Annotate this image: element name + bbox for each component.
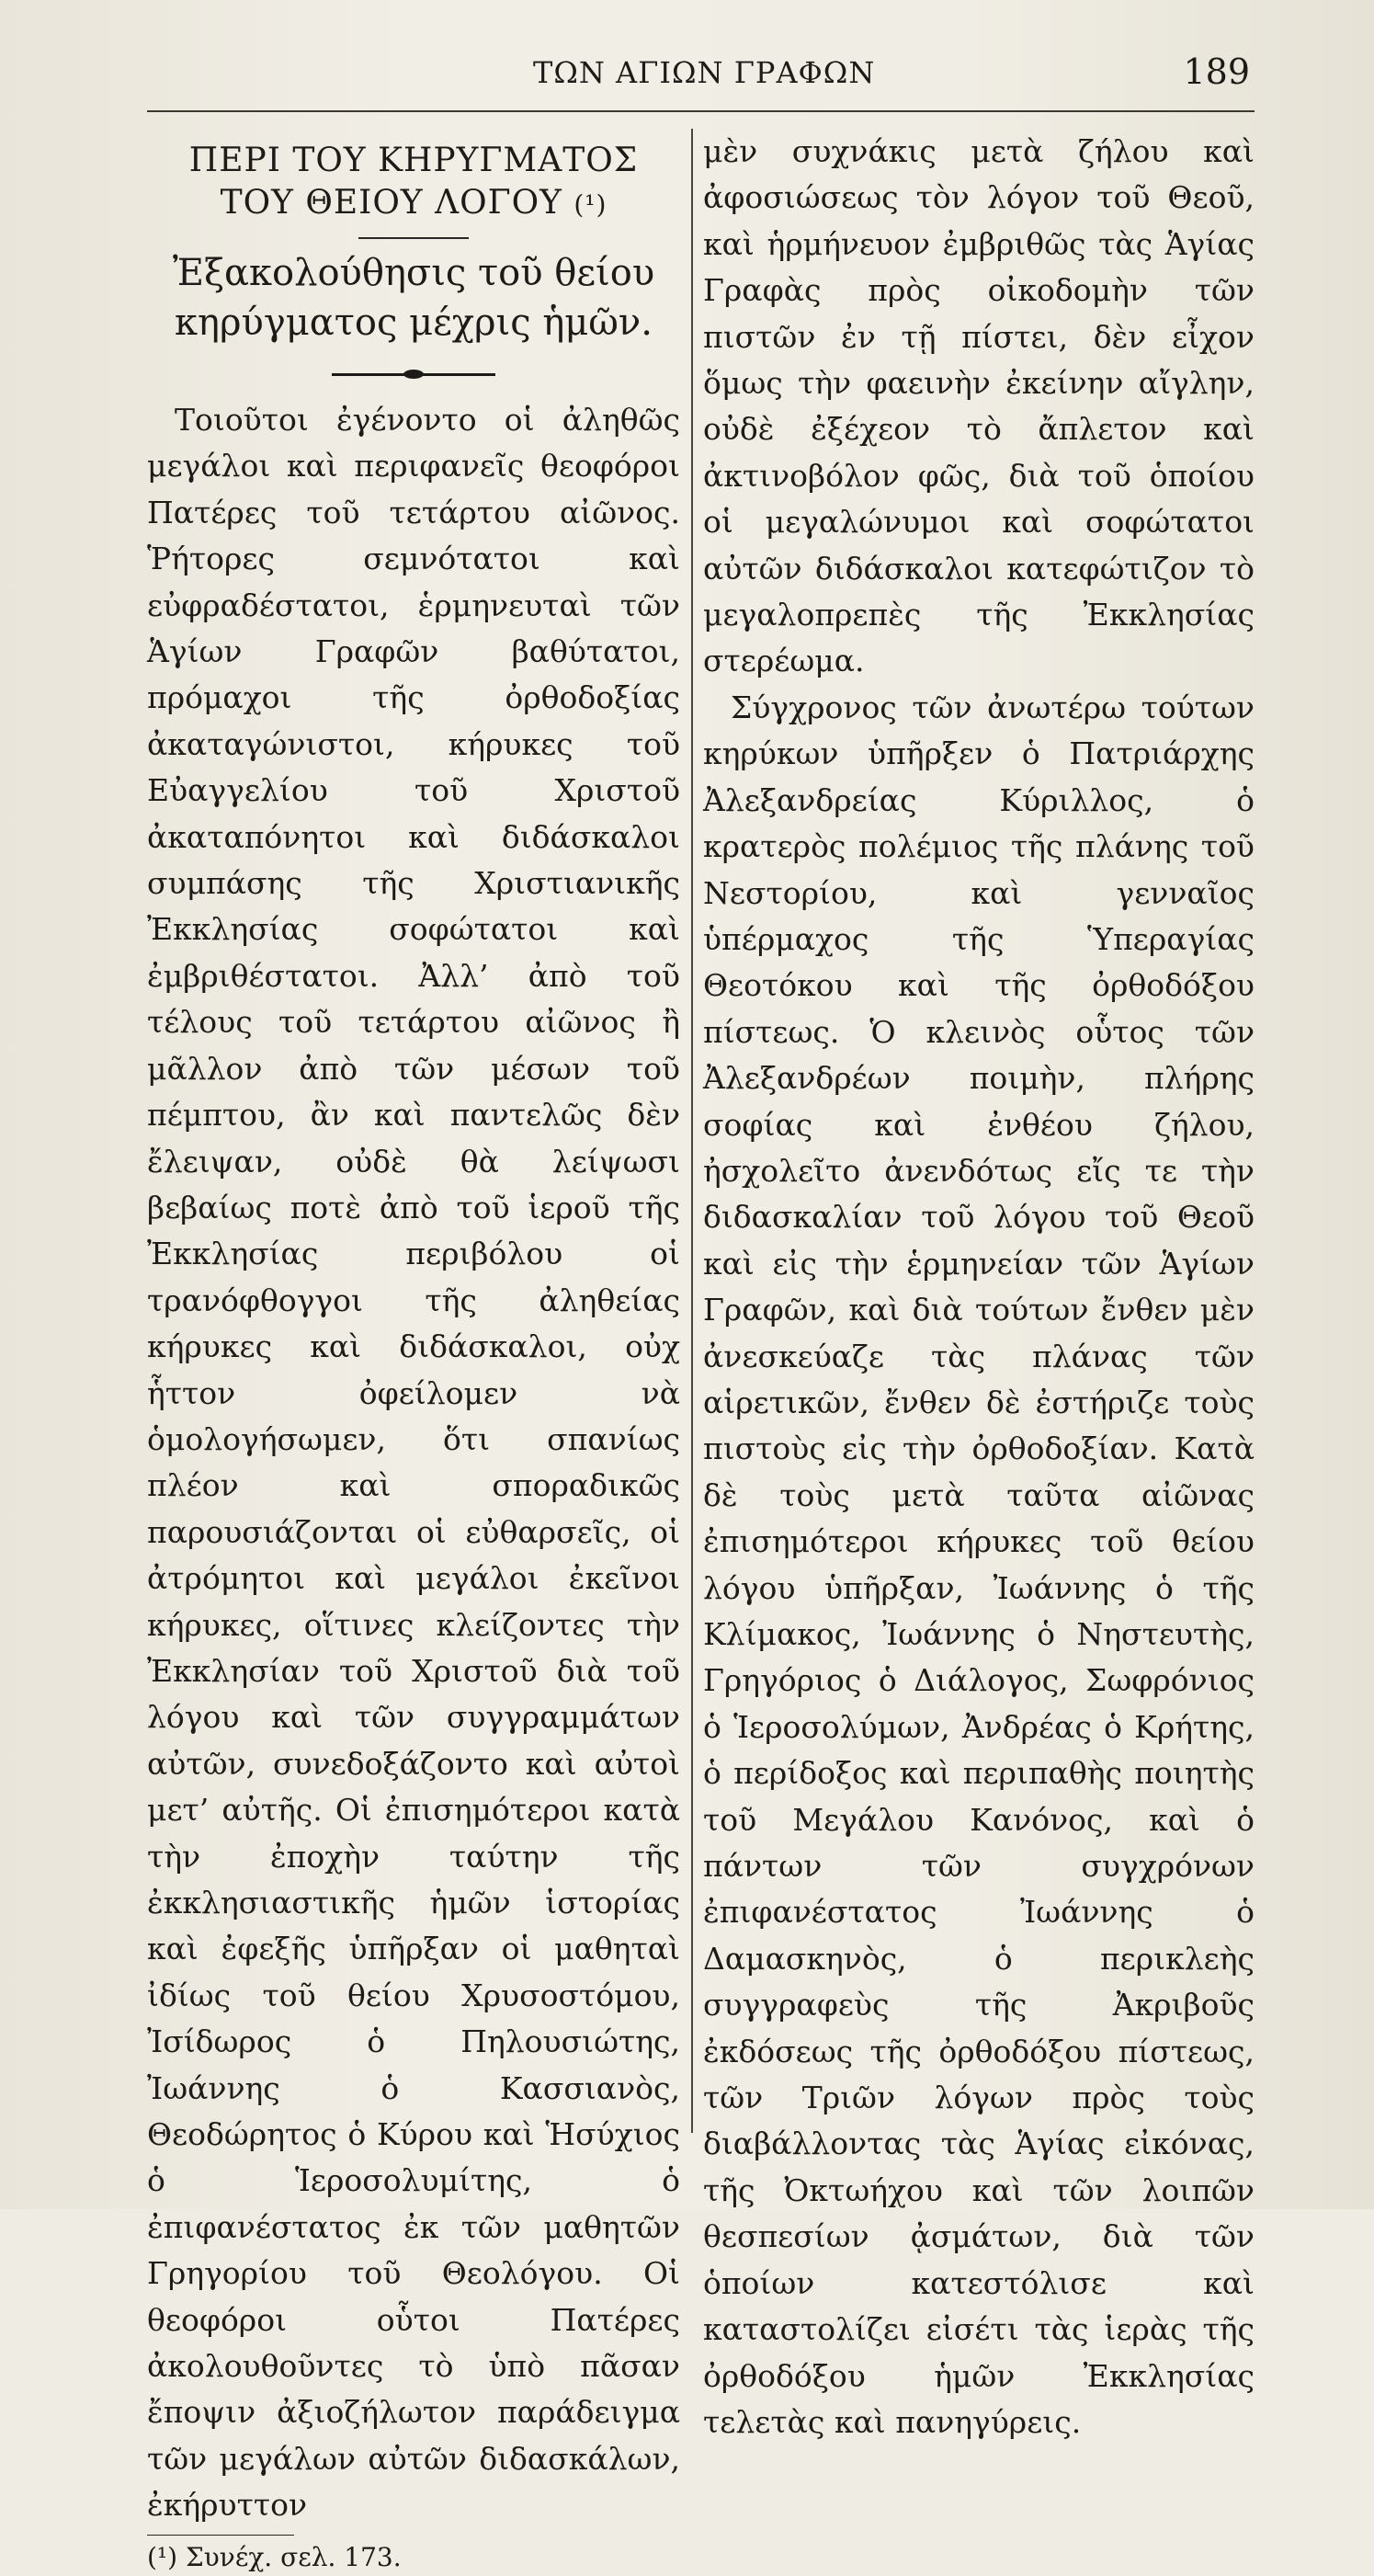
right-column [703, 129, 1255, 2445]
left-column [147, 129, 680, 2576]
article-title [147, 140, 680, 226]
column-divider [691, 129, 693, 2133]
title-rule [358, 237, 469, 239]
title-line-1: ΠΕΡΙ ΤΟΥ ΚΗΡΥΓΜΑΤΟΣ [188, 142, 639, 179]
footnote: (¹) Συνέχ. σελ. 173. [147, 2541, 402, 2572]
page-header [147, 48, 1250, 103]
title-footnote-mark: (¹) [573, 189, 608, 220]
ornament-divider [147, 355, 680, 392]
page-number: 189 [1183, 51, 1250, 92]
title-line-2: ΤΟΥ ΘΕΙΟΥ ΛΟΓΟΥ [220, 184, 562, 222]
header-rule [147, 110, 1255, 112]
section-subtitle: Ἐξακολούθησις τοῦ θείου κηρύγματος μέχρις ἡμῶν. [172, 252, 655, 344]
running-head: ΤΩΝ ΑΓΙΩΝ ΓΡΑΦΩΝ [533, 55, 876, 90]
right-paragraph-2: Σύγχρονος τῶν ἀνωτέρω τούτων κηρύκων ὑπῆρξεν ὁ Πατριάρχης Ἀλεξανδρείας Κύριλλος, ὁ κρατερὸς πολέμιος τῆς πλάνης τοῦ Νεστορίου, καὶ γενναῖος ὑπέρμαχος τῆς Ὑπεραγίας Θεοτόκου καὶ τῆς ὀρθοδόξου πίστεως. Ὁ κλεινὸς οὗτος τῶν Ἀλεξανδρέων ποιμὴν, πλήρης σοφίας καὶ ἐνθέου ζήλου, ἠσχολεῖτο ἀνενδότως εἴς τε τὴν διδασκαλίαν τοῦ λόγου τοῦ Θεοῦ καὶ εἰς τὴν ἑρμηνείαν τῶν Ἁγίων Γραφῶν, καὶ διὰ τούτων ἔνθεν μὲν ἀνεσκεύαζε τὰς πλάνας τῶν αἱρετικῶν, ἔνθεν δὲ ἐστήριζε τοὺς πιστοὺς εἰς τὴν ὀρθοδοξίαν. Κατὰ δὲ τοὺς μετὰ ταῦτα αἰῶνας ἐπισημότεροι κήρυκες τοῦ θείου λόγου ὑπῆρξαν, Ἰωάννης ὁ τῆς Κλίμακος, Ἰωάννης ὁ Νηστευτὴς, Γρηγόριος ὁ Διάλογος, Σωφρόνιος ὁ Ἱεροσολύμων, Ἀνδρέας ὁ Κρήτης, ὁ περίδοξος καὶ περιπαθὴς ποιητὴς τοῦ Μεγάλου Κανόνος, καὶ ὁ πάντων τῶν συγχρόνων ἐπιφανέστατος Ἰωάννης ὁ Δαμασκηνὸς, ὁ περικλεὴς συγγραφεὺς τῆς Ἀκριβοῦς ἐκδόσεως τῆς ὀρθοδόξου πίστεως, τῶν Τριῶν λόγων πρὸς τοὺς διαβάλλοντας τὰς Ἁγίας εἰκόνας, τῆς Ὀκτωήχου καὶ τῶν λοιπῶν θεσπεσίων ᾀσμάτων, διὰ τῶν ὁποίων κατεστόλισε καὶ καταστολίζει εἰσέτι τὰς ἱερὰς τῆς ὀρθοδόξου ἡμῶν Ἐκκλησίας τελετὰς καὶ πανηγύρεις. [703, 689, 1255, 2440]
footnote-rule [147, 2535, 294, 2536]
left-paragraph: Τοιοῦτοι ἐγένοντο οἱ ἀληθῶς μεγάλοι καὶ περιφανεῖς θεοφόροι Πατέρες τοῦ τετάρτου αἰῶνος. Ῥήτορες σεμνότατοι καὶ εὐφραδέστατοι, ἑρμηνευταὶ τῶν Ἁγίων Γραφῶν βαθύτατοι, πρόμαχοι τῆς ὀρθοδοξίας ἀκαταγώνιστοι, κήρυκες τοῦ Εὐαγγελίου τοῦ Χριστοῦ ἀκαταπόνητοι καὶ διδάσκαλοι συμπάσης τῆς Χριστιανικῆς Ἐκκλησίας σοφώτατοι καὶ ἐμβριθέστατοι. Ἀλλ’ ἀπὸ τοῦ τέλους τοῦ τετάρτου αἰῶνος ἢ μᾶλλον ἀπὸ τῶν μέσων τοῦ πέμπτου, ἂν καὶ παντελῶς δὲν ἔλειψαν, οὐδὲ θὰ λείψωσι βεβαίως ποτὲ ἀπὸ τοῦ ἱεροῦ τῆς Ἐκκλησίας περιβόλου οἱ τρανόφθογγοι τῆς ἀληθείας κήρυκες καὶ διδάσκαλοι, οὐχ ἧττον ὀφείλομεν νὰ ὁμολογήσωμεν, ὅτι σπανίως πλέον καὶ σποραδικῶς παρουσιάζονται οἱ εὐθαρσεῖς, οἱ ἀτρόμητοι καὶ μεγάλοι ἐκεῖνοι κήρυκες, οἵτινες κλείζοντες τὴν Ἐκκλησίαν τοῦ Χριστοῦ διὰ τοῦ λόγου καὶ τῶν συγγραμμάτων αὐτῶν, συνεδοξάζοντο καὶ αὐτοὶ μετ’ αὐτῆς. Οἱ ἐπισημότεροι κατὰ τὴν ἐποχὴν ταύτην τῆς ἐκκλησιαστικῆς ἡμῶν ἱστορίας καὶ ἐφεξῆς ὑπῆρξαν οἱ μαθηταὶ ἰδίως τοῦ θείου Χρυσοστόμου, Ἰσίδωρος ὁ Πηλουσιώτης, Ἰωάννης ὁ Κασσιανὸς, Θεοδώρητος ὁ Κύρου καὶ Ἡσύχιος ὁ Ἱεροσολυμίτης, ὁ ἐπιφανέστατος ἐκ τῶν μαθητῶν Γρηγορίου τοῦ Θεολόγου. Οἱ θεοφόροι οὗτοι Πατέρες ἀκολουθοῦντες τὸ ὑπὸ πᾶσαν ἔποψιν ἀξιοζήλωτον παράδειγμα τῶν μεγάλων αὐτῶν διδασκάλων, ἐκήρυττον [147, 402, 680, 2524]
right-paragraph-1: μὲν συχνάκις μετὰ ζήλου καὶ ἀφοσιώσεως τὸν λόγον τοῦ Θεοῦ, καὶ ἡρμήνευον ἐμβριθῶς τὰς Ἁγίας Γραφὰς πρὸς οἰκοδομὴν τῶν πιστῶν ἐν τῇ πίστει, δὲν εἶχον ὅμως τὴν φαεινὴν ἐκείνην αἴγλην, οὐδὲ ἐξέχεον τὸ ἄπλετον καὶ ἀκτινοβόλον φῶς, διὰ τοῦ ὁποίου οἱ μεγαλώνυμοι καὶ σοφώτατοι αὐτῶν διδάσκαλοι κατεφώτιζον τὸ μεγαλοπρεπὲς τῆς Ἐκκλησίας στερέωμα. [703, 133, 1255, 679]
